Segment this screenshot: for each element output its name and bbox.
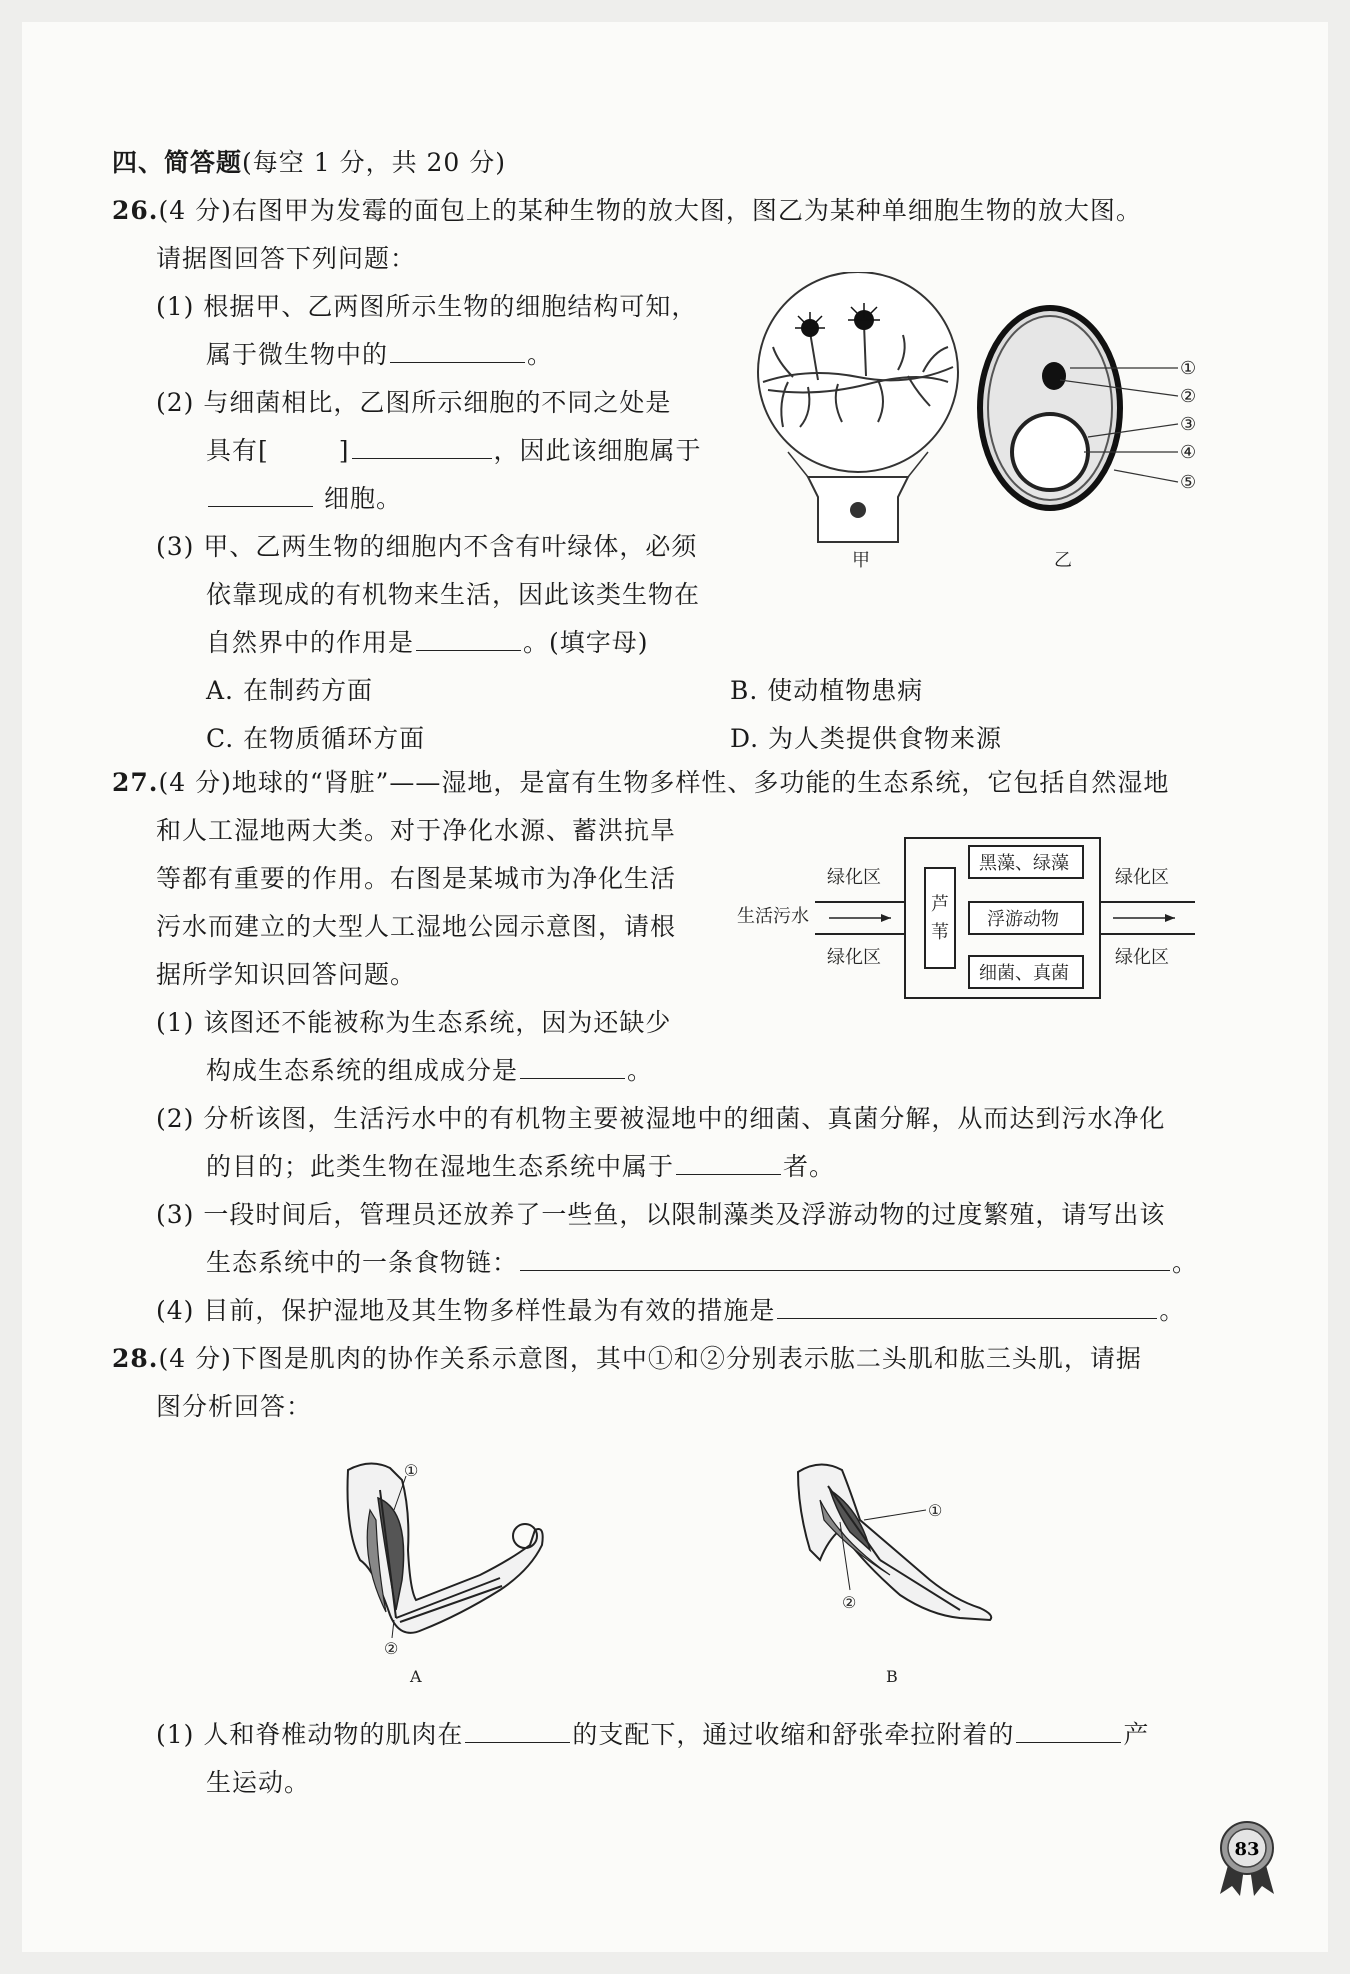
q27-part1-end: 。 xyxy=(627,1056,654,1085)
q27-part4-line xyxy=(156,1294,1185,1328)
figure-b-label: B xyxy=(886,1667,898,1686)
green-zone-top-left: 绿化区 xyxy=(827,867,881,888)
green-zone-bottom-left: 绿化区 xyxy=(827,947,881,968)
q26-part1-line-a: (1) 根据甲、乙两图所示生物的细胞结构可知， xyxy=(156,292,698,321)
q26-option-d: D. 为人类提供食物来源 xyxy=(730,724,1003,753)
q26-part1-end: 。 xyxy=(527,340,554,369)
q28-part1-line-b: 生运动。 xyxy=(206,1768,311,1797)
figure-a-marker-1: ① xyxy=(404,1461,419,1480)
marker-5: ⑤ xyxy=(1180,472,1197,493)
q27-part3-line-b xyxy=(206,1246,1198,1280)
q28-part1-text-3: 产 xyxy=(1123,1720,1150,1749)
figure-a-label: A xyxy=(410,1667,422,1686)
q27-part1-line-b xyxy=(206,1054,653,1088)
sewage-inflow-label: 生活污水 xyxy=(737,906,809,927)
marker-2: ② xyxy=(1180,386,1197,407)
q26-part3-line-c xyxy=(206,626,649,660)
q27-part2-end: 者。 xyxy=(783,1152,836,1181)
q26-part2-line-c xyxy=(206,482,402,516)
q26-part2-line-a: (2) 与细菌相比，乙图所示细胞的不同之处是 xyxy=(156,388,672,417)
q26-blank-1[interactable] xyxy=(390,338,525,363)
q27-part2-line-b xyxy=(206,1150,835,1184)
q26-part2-text-2: ] xyxy=(338,436,350,465)
q27-part3-end: 。 xyxy=(1172,1248,1199,1277)
q28-part1-line-a xyxy=(156,1718,1149,1752)
q26-option-b: B. 使动植物患病 xyxy=(730,676,924,705)
q26-intro-line-2: 请据图回答下列问题： xyxy=(156,244,417,273)
q26-part1-text: 属于微生物中的 xyxy=(206,340,389,369)
section-title: 四、简答题 xyxy=(112,148,243,177)
q28-blank-2[interactable] xyxy=(1016,1718,1121,1743)
marker-1: ① xyxy=(1180,358,1197,379)
q26-blank-3[interactable] xyxy=(208,482,313,507)
green-zone-bottom-right: 绿化区 xyxy=(1115,947,1169,968)
q26-option-c: C. 在物质循环方面 xyxy=(206,724,426,753)
page-number: 83 xyxy=(1234,1839,1260,1860)
q27-intro-line-2: 和人工湿地两大类。对于净化水源、蓄洪抗旱 xyxy=(156,816,677,845)
marker-4: ④ xyxy=(1180,442,1197,463)
figure-b-marker-2: ② xyxy=(842,1593,857,1612)
q27-part4-end: 。 xyxy=(1159,1296,1186,1325)
green-zone-top-right: 绿化区 xyxy=(1115,867,1169,888)
q26-figure xyxy=(748,272,1218,582)
q27-blank-4[interactable] xyxy=(777,1294,1157,1319)
q27-part2-line-a: (2) 分析该图，生活污水中的有机物主要被湿地中的细菌、真菌分解，从而达到污水净化 xyxy=(156,1104,1166,1133)
q26-part1-line-b xyxy=(206,338,553,372)
q27-part2-text: 的目的；此类生物在湿地生态系统中属于 xyxy=(206,1152,675,1181)
q27-part1-text: 构成生态系统的组成成分是 xyxy=(206,1056,519,1085)
q27-number: 27. xyxy=(112,768,159,797)
algae-label: 黑藻、绿藻 xyxy=(979,853,1069,874)
q27-intro-line-1 xyxy=(112,766,1169,800)
mold-spot xyxy=(850,502,866,518)
q28-number: 28. xyxy=(112,1344,159,1373)
outflow-arrow-head xyxy=(1165,914,1175,922)
q28-intro-line-1 xyxy=(112,1342,1142,1376)
arm-figure-a xyxy=(330,1450,570,1690)
marker-3: ③ xyxy=(1180,414,1197,435)
q27-part3-text: 生态系统中的一条食物链： xyxy=(206,1248,519,1277)
figure-a-marker-2: ② xyxy=(384,1639,399,1658)
q27-intro-line-5: 据所学知识回答问题。 xyxy=(156,960,417,989)
q28-intro-line-2: 图分析回答： xyxy=(156,1392,313,1421)
q26-part3-line-b: 依靠现成的有机物来生活，因此该类生物在 xyxy=(206,580,701,609)
q27-intro-line-4: 污水而建立的大型人工湿地公园示意图，请根 xyxy=(156,912,677,941)
q27-blank-2[interactable] xyxy=(676,1150,781,1175)
bacteria-fungi-label: 细菌、真菌 xyxy=(979,963,1069,984)
section-note: (每空 1 分，共 20 分) xyxy=(242,148,507,177)
arm-b-outline xyxy=(798,1464,991,1620)
arm-figure-b xyxy=(780,1450,1020,1690)
q27-blank-1[interactable] xyxy=(520,1054,625,1079)
reed-label-1: 芦 xyxy=(931,894,949,915)
yeast-nucleus xyxy=(1042,362,1066,390)
q26-intro-line-1 xyxy=(112,194,1142,228)
q28-part1-text-1: (1) 人和脊椎动物的肌肉在 xyxy=(156,1720,464,1749)
q28-intro-text: (4 分)下图是肌肉的协作关系示意图，其中①和②分别表示肱二头肌和肱三头肌，请据 xyxy=(158,1344,1142,1373)
q26-part3-end: 。(填字母) xyxy=(523,628,649,657)
q26-part3-text: 自然界中的作用是 xyxy=(206,628,415,657)
inflow-arrow-head xyxy=(881,914,891,922)
q27-blank-3[interactable] xyxy=(520,1246,1170,1271)
q27-intro-text: (4 分)地球的“肾脏”——湿地，是富有生物多样性、多功能的生态系统，它包括自然湿地 xyxy=(158,768,1170,797)
q28-part1-text-2: 的支配下，通过收缩和舒张牵拉附着的 xyxy=(572,1720,1015,1749)
q26-part2-text-3: ，因此该细胞属于 xyxy=(493,436,702,465)
reed-box xyxy=(925,868,955,968)
section-heading xyxy=(112,146,506,180)
q26-blank-4[interactable] xyxy=(416,626,521,651)
q27-part1-line-a: (1) 该图还不能被称为生态系统，因为还缺少 xyxy=(156,1008,672,1037)
q27-part3-line-a: (3) 一段时间后，管理员还放养了一些鱼，以限制藻类及浮游动物的过度繁殖，请写出该 xyxy=(156,1200,1166,1229)
page-number-badge xyxy=(1212,1818,1282,1898)
q26-part3-line-a: (3) 甲、乙两生物的细胞内不含有叶绿体，必须 xyxy=(156,532,698,561)
q26-number: 26. xyxy=(112,196,159,225)
q26-part2-line-b xyxy=(206,434,702,468)
q27-intro-line-3: 等都有重要的作用。右图是某城市为净化生活 xyxy=(156,864,677,893)
q28-blank-1[interactable] xyxy=(465,1718,570,1743)
reed-label-2: 苇 xyxy=(931,922,949,943)
figure-label-jia: 甲 xyxy=(852,550,870,571)
figure-b-marker-1: ① xyxy=(928,1501,943,1520)
figure-label-yi: 乙 xyxy=(1054,550,1072,571)
wetland-diagram xyxy=(735,828,1205,1008)
q26-part2-end: 细胞。 xyxy=(323,484,402,513)
yeast-vacuole xyxy=(1012,414,1088,490)
q26-part2-text-1: 具有[ xyxy=(206,436,269,465)
q26-blank-2[interactable] xyxy=(352,434,492,459)
zooplankton-label: 浮游动物 xyxy=(987,909,1059,930)
q26-option-a: A. 在制药方面 xyxy=(206,676,373,705)
q27-part4-text: (4) 目前，保护湿地及其生物多样性最为有效的措施是 xyxy=(156,1296,776,1325)
q26-intro-text: (4 分)右图甲为发霉的面包上的某种生物的放大图，图乙为某种单细胞生物的放大图。 xyxy=(158,196,1142,225)
